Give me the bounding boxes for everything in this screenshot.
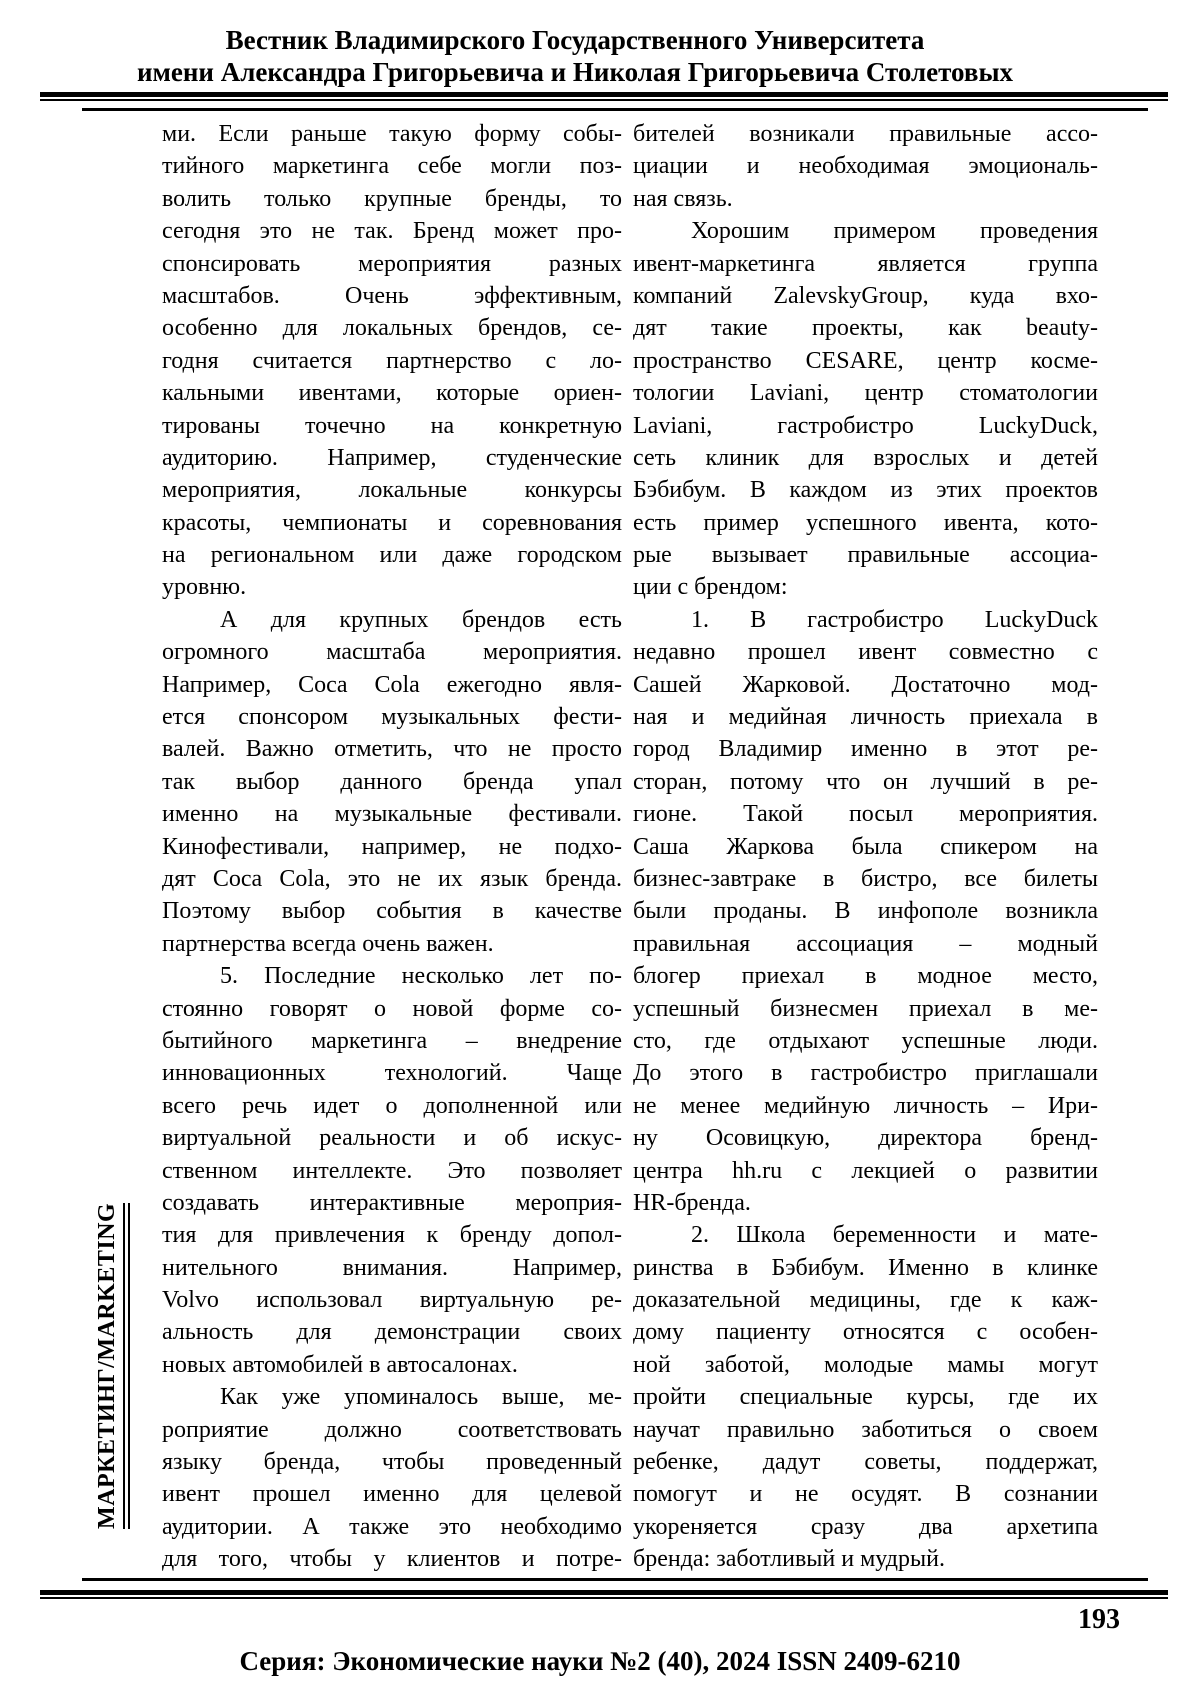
text-line: дят такие проекты, как beauty- (633, 315, 1098, 342)
text-line: правильная ассоциация – модный (633, 930, 1098, 957)
text-line: тийного маркетинга себе могли поз- (162, 153, 622, 180)
text-line: ственном интеллекте. Это позволяет (162, 1157, 622, 1184)
series-issn-line: Серия: Экономические науки №2 (40), 2024 ISSN 2409-6210 (239, 1646, 961, 1676)
journal-title-line-2: имени Александра Григорьевича и Николая Григорьевича Столетовых (136, 57, 1014, 87)
text-line: стоянно говорят о новой форме со- (162, 995, 622, 1022)
text-line: особенно для локальных брендов, се- (162, 315, 622, 342)
paragraph (162, 118, 622, 604)
text-line: для того, чтобы у клиентов и потре- (162, 1546, 622, 1573)
text-line: помогут и не осудят. В сознании (633, 1481, 1098, 1508)
paragraph (162, 960, 622, 1381)
text-line: бытийного маркетинга – внедрение (162, 1027, 622, 1054)
paragraph (633, 1219, 1098, 1575)
text-line: ребенке, дадут советы, поддержат, (633, 1449, 1098, 1476)
text-line: Бэбибум. В каждом из этих проектов (633, 477, 1098, 504)
text-line: всего речь идет о дополненной или (162, 1092, 622, 1119)
text-line: 5. Последние несколько лет по- (220, 963, 622, 990)
text-line: ная связь. (633, 185, 733, 212)
text-line: аудитории. А также это необходимо (162, 1513, 622, 1540)
text-line: Volvo использовал виртуальную ре- (162, 1287, 622, 1314)
text-line: были проданы. В инфополе возникла (633, 898, 1098, 925)
footer-rule-thick (40, 1590, 1168, 1599)
text-line: спонсировать мероприятия разных (162, 250, 622, 277)
text-line: уровню. (162, 574, 247, 601)
text-line: ринства в Бэбибум. Именно в клинке (633, 1254, 1098, 1281)
text-line: бренда: заботливый и мудрый. (633, 1546, 945, 1573)
text-line: роприятие должно соответствовать (162, 1416, 622, 1443)
text-line: кальными ивентами, которые ориен- (162, 380, 622, 407)
text-line: ивент прошел именно для целевой (162, 1481, 622, 1508)
text-line: ной заботой, молодые мамы могут (633, 1351, 1098, 1378)
text-line: бизнес-завтраке в бистро, все билеты (633, 865, 1098, 892)
right-column (633, 118, 1098, 1576)
text-line: ми. Если раньше такую форму собы- (162, 121, 622, 147)
text-line: красоты, чемпионаты и соревнования (162, 509, 622, 536)
text-line: языку бренда, чтобы проведенный (162, 1449, 622, 1476)
paragraph (162, 1381, 622, 1575)
text-line: виртуальной реальности и об искус- (162, 1125, 622, 1152)
text-line: огромного масштаба мероприятия. (162, 639, 622, 666)
text-line: ется спонсором музыкальных фести- (162, 704, 622, 731)
text-line: именно на музыкальные фестивали. (162, 801, 622, 828)
text-line: Поэтому выбор события в качестве (162, 898, 622, 925)
text-line: ивент-маркетинга является группа (633, 250, 1098, 277)
text-line: До этого в гастробистро приглашали (633, 1060, 1098, 1087)
journal-title-line-1: Вестник Владимирского Государственного Университета (225, 25, 925, 55)
text-line: Laviani, гастробистро LuckyDuck, (633, 412, 1098, 439)
text-line: ну Осовицкую, директора бренд- (633, 1125, 1098, 1152)
text-line: ции с брендом: (633, 574, 788, 601)
text-line: аудиторию. Например, студенческие (162, 444, 622, 471)
text-line: HR-бренда. (633, 1189, 751, 1216)
text-line: пространство CESARE, центр косме- (633, 347, 1098, 374)
text-line: так выбор данного бренда упал (162, 768, 622, 795)
text-line: город Владимир именно в этот ре- (633, 736, 1098, 763)
text-line: есть пример успешного ивента, кото- (633, 509, 1098, 536)
text-line: гионе. Такой посыл мероприятия. (633, 801, 1098, 828)
page-number: 193 (1078, 1604, 1120, 1635)
text-line: ная и медийная личность приехала в (633, 704, 1098, 731)
text-line: тия для привлечения к бренду допол- (162, 1222, 622, 1249)
text-line: партнерства всегда очень важен. (162, 930, 494, 957)
text-line: валей. Важно отметить, что не просто (162, 736, 622, 763)
text-line: годня считается партнерство с ло- (162, 347, 622, 374)
paragraph (633, 118, 1098, 215)
text-line: нительного внимания. Например, (162, 1254, 622, 1281)
text-line: Хорошим примером проведения (691, 218, 1098, 245)
text-line: новых автомобилей в автосалонах. (162, 1351, 518, 1378)
text-line: бителей возникали правильные ассо- (633, 121, 1098, 147)
text-line: не менее медийную личность – Ири- (633, 1092, 1098, 1119)
sidebar-section-label-wrap (94, 1203, 121, 1529)
text-line: блогер приехал в модное место, (633, 963, 1098, 990)
text-line: компаний ZalevskyGroup, куда вхо- (633, 282, 1098, 309)
text-line: дят Coca Cola, это не их язык бренда. (162, 865, 622, 892)
header-rule-thin (82, 108, 1148, 111)
text-line: на региональном или даже городском (162, 542, 622, 569)
text-line: Саша Жаркова была спикером на (633, 833, 1098, 860)
text-line: доказательной медицины, где к каж- (633, 1287, 1098, 1314)
text-line: волить только крупные бренды, то (162, 185, 622, 212)
text-line: сеть клиник для взрослых и детей (633, 444, 1098, 471)
header-rule-thick (40, 92, 1168, 101)
text-line: циации и необходимая эмоциональ- (633, 153, 1098, 180)
text-line: масштабов. Очень эффективным, (162, 282, 622, 309)
text-line: рые вызывает правильные ассоциа- (633, 542, 1098, 569)
text-line: тологии Laviani, центр стоматологии (633, 380, 1098, 407)
text-line: инновационных технологий. Чаще (162, 1060, 622, 1087)
text-line: тированы точечно на конкретную (162, 412, 622, 439)
sidebar-section-label: МАРКЕТИНГ/MARKETING (94, 1203, 130, 1529)
journal-header (20, 24, 1130, 88)
footer-rule-thin (82, 1578, 1148, 1581)
text-line: укореняется сразу два архетипа (633, 1513, 1098, 1540)
text-line: Сашей Жарковой. Достаточно мод- (633, 671, 1098, 698)
text-line: сто, где отдыхают успешные люди. (633, 1027, 1098, 1054)
text-line: 1. В гастробистро LuckyDuck (691, 606, 1098, 633)
text-line: Например, Coca Cola ежегодно явля- (162, 671, 622, 698)
text-line: пройти специальные курсы, где их (633, 1384, 1098, 1411)
text-line: сегодня это не так. Бренд может про- (162, 218, 622, 245)
text-line: мероприятия, локальные конкурсы (162, 477, 622, 504)
text-line: Кинофестивали, например, не подхо- (162, 833, 622, 860)
text-line: создавать интерактивные мероприя- (162, 1189, 622, 1216)
text-line: альность для демонстрации своих (162, 1319, 622, 1346)
text-line: дому пациенту относятся с особен- (633, 1319, 1098, 1346)
text-line: А для крупных брендов есть (220, 606, 622, 633)
paragraph (633, 604, 1098, 1219)
text-line: успешный бизнесмен приехал в ме- (633, 995, 1098, 1022)
text-line: сторан, потому что он лучший в ре- (633, 768, 1098, 795)
text-line: недавно прошел ивент совместно с (633, 639, 1098, 666)
text-line: Как уже упоминалось выше, ме- (220, 1384, 622, 1411)
text-line: 2. Школа беременности и мате- (691, 1222, 1098, 1249)
text-line: научат правильно заботиться о своем (633, 1416, 1098, 1443)
text-line: центра hh.ru с лекцией о развитии (633, 1157, 1098, 1184)
left-column (162, 118, 622, 1576)
paragraph (162, 604, 622, 960)
paragraph (633, 215, 1098, 604)
